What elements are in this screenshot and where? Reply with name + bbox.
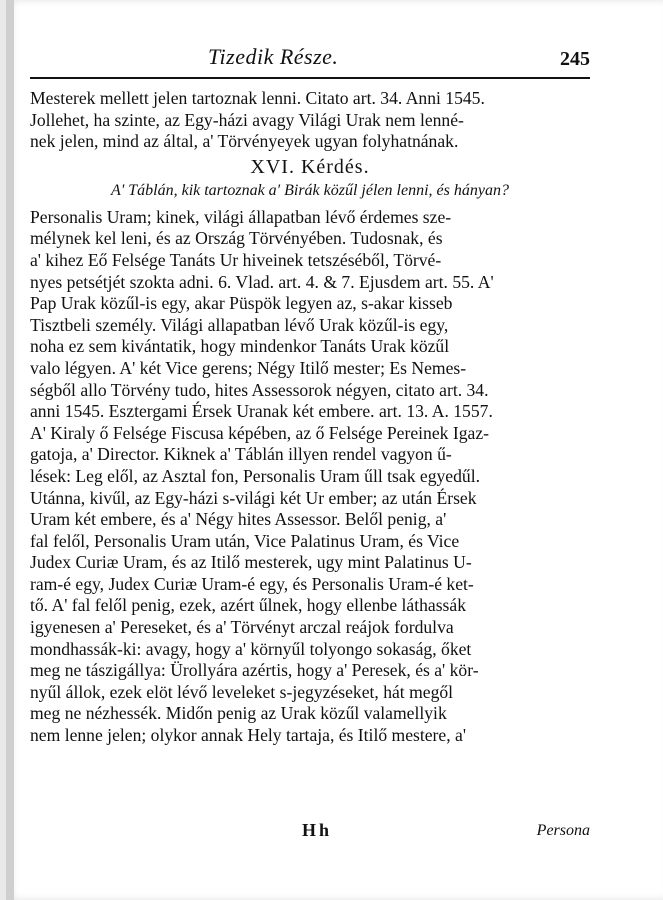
- signature-mark: Hh: [302, 820, 333, 840]
- page-number: 245: [560, 48, 590, 70]
- text-line: ségből allo Törvény tudo, hites Assessorok négyen, citato art. 34.: [30, 379, 489, 400]
- question-heading: XVI. Kérdés.: [250, 155, 370, 178]
- text-line: anni 1545. Esztergami Érsek Uranak két embere. art. 13. A. 1557.: [30, 401, 493, 422]
- text-line: nyűl állok, ezek elöt lévő leveleket s-jegyzéseket, hát megől: [30, 681, 454, 702]
- text-line: Uram két embere, és a' Négy hites Assessor. Belől penig, a': [30, 509, 447, 530]
- text-line: igyenesen a' Pereseket, és a' Törvényt arczal reájok fordulva: [30, 617, 454, 638]
- page-footer: [30, 820, 590, 846]
- page-gutter: [6, 0, 14, 900]
- page-header: [30, 36, 590, 80]
- text-line: nek jelen, mind az által, a' Törvényeyek ugyan folyhatnának.: [30, 131, 459, 152]
- text-line: mélynek kel leni, és az Ország Törvényében. Tudosnak, és: [30, 228, 443, 249]
- text-line: Judex Curiæ Uram, és az Itilő mesterek, ugy mint Palatinus U-: [30, 552, 472, 573]
- text-line: Mesterek mellett jelen tartoznak lenni. Citato art. 34. Anni 1545.: [30, 88, 485, 108]
- text-line: valo légyen. A' két Vice gerens; Négy Itilő mester; Es Nemes-: [30, 357, 467, 378]
- text-line: tő. A' fal felől penig, ezek, azért űlnek, hogy ellenbe láthassák: [30, 595, 467, 616]
- header-rule: [30, 77, 590, 79]
- text-line: nyes petsétjét szokta adni. 6. Vlad. art. 4. & 7. Ejusdem art. 55. A': [30, 271, 494, 292]
- text-line: a' kihez Eő Felsége Tanáts Ur hiveinek tetszéséből, Törvé-: [30, 249, 442, 270]
- book-page: [6, 0, 663, 900]
- text-line: fal felől, Personalis Uram után, Vice Palatinus Uram, és Vice: [30, 530, 460, 551]
- text-line: ram-é egy, Judex Curiæ Uram-é egy, és Personalis Uram-é ket-: [30, 573, 474, 594]
- text-line: noha ez sem kivántatik, hogy mindenkor Tanáts Urak közűl: [30, 336, 450, 357]
- text-line: lések: Leg elől, az Asztal fon, Personalis Uram űll tsak egyedűl.: [30, 465, 480, 486]
- text-line: gatoja, a' Director. Kiknek a' Táblán illyen rendel vagyon ű-: [30, 444, 452, 465]
- text-line: Tisztbeli személy. Világi allapatban lévő Urak közűl-is egy,: [30, 314, 449, 335]
- text-line: Pap Urak közűl-is egy, akar Püspök legyen az, s-akar kisseb: [30, 293, 453, 314]
- text-line: Utánna, kivűl, az Egy-házi s-világi két Ur ember; az után Érsek: [30, 487, 477, 508]
- page-body: [30, 88, 590, 747]
- text-line: A' Kiraly ő Felsége Fiscusa képében, az ő Felsége Pereinek Igaz-: [30, 422, 489, 443]
- text-line: meg ne tászigállya: Ürollyára azértis, hogy a' Peresek, és a' kör-: [30, 660, 479, 681]
- catchword: Persona: [536, 822, 590, 839]
- text-line: Jollehet, ha szinte, az Egy-házi avagy Világi Urak nem lenné-: [30, 109, 464, 130]
- running-head: Tizedik Része.: [208, 44, 339, 69]
- text-line: nem lenne jelen; olykor annak Hely tartaja, és Itilő mestere, a': [30, 725, 467, 746]
- text-line: mondhassák-ki: avagy, hogy a' környűl tolyongo sokaság, őket: [30, 638, 472, 659]
- text-line: Personalis Uram; kinek, világi állapatban lévő érdemes sze-: [30, 206, 452, 227]
- text-line: meg ne nézhessék. Midőn penig az Urak közűl valamellyik: [30, 703, 447, 724]
- question-subtitle: A' Táblán, kik tartoznak a' Birák közűl jélen lenni, és hányan?: [111, 181, 509, 199]
